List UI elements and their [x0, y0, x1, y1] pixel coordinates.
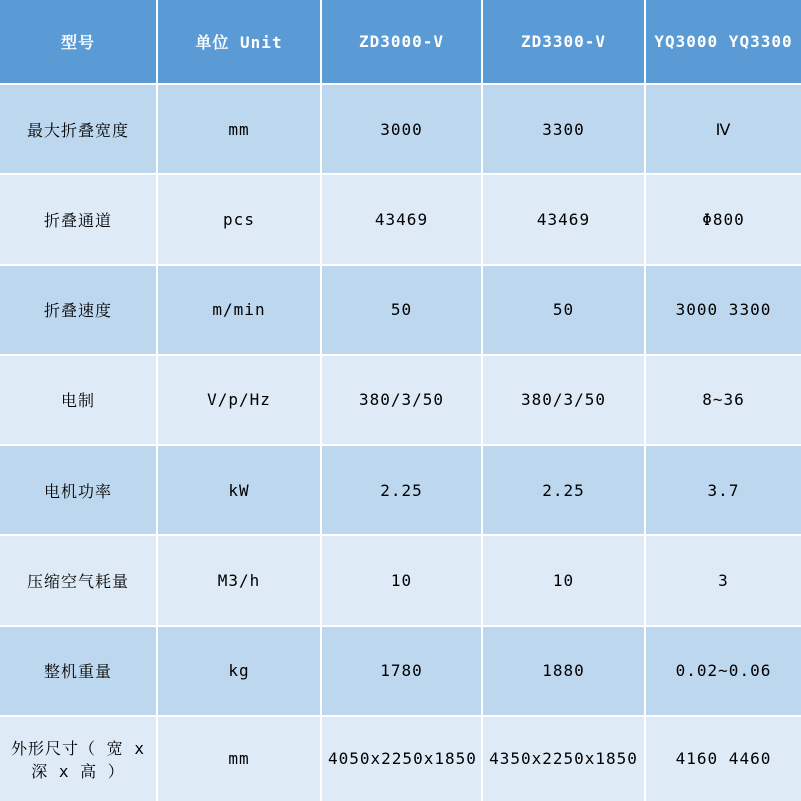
row-label: 折叠速度	[0, 265, 157, 355]
cell-value: 1780	[321, 626, 482, 716]
cell-value: 8~36	[645, 355, 801, 445]
cell-value: Ⅳ	[645, 84, 801, 174]
row-label: 整机重量	[0, 626, 157, 716]
header-cell-yq3000-yq3300: YQ3000 YQ3300	[645, 0, 801, 84]
cell-value: 4160 4460	[645, 716, 801, 801]
cell-value: 10	[482, 535, 645, 625]
row-label: 外形尺寸（ 宽 x 深 x 高 ）	[0, 716, 157, 801]
header-cell-zd3000v: ZD3000-V	[321, 0, 482, 84]
row-label: 压缩空气耗量	[0, 535, 157, 625]
cell-value: 2.25	[321, 445, 482, 535]
table-row	[0, 355, 801, 445]
cell-value: 3000	[321, 84, 482, 174]
row-label: 电制	[0, 355, 157, 445]
cell-value: 3300	[482, 84, 645, 174]
row-label: 最大折叠宽度	[0, 84, 157, 174]
header-row	[0, 0, 801, 84]
cell-unit: kW	[157, 445, 321, 535]
cell-unit: mm	[157, 84, 321, 174]
row-label: 电机功率	[0, 445, 157, 535]
header-cell-zd3300v: ZD3300-V	[482, 0, 645, 84]
cell-unit: mm	[157, 716, 321, 801]
cell-value: 43469	[482, 174, 645, 264]
cell-value: 43469	[321, 174, 482, 264]
cell-value: 3000 3300	[645, 265, 801, 355]
cell-value: 4350x2250x1850	[482, 716, 645, 801]
row-label: 折叠通道	[0, 174, 157, 264]
cell-unit: m/min	[157, 265, 321, 355]
table-row	[0, 626, 801, 716]
table-row	[0, 716, 801, 801]
cell-value: 3	[645, 535, 801, 625]
table-row	[0, 265, 801, 355]
table-row	[0, 174, 801, 264]
header-cell-unit: 单位 Unit	[157, 0, 321, 84]
cell-value: 50	[482, 265, 645, 355]
cell-unit: M3/h	[157, 535, 321, 625]
cell-unit: pcs	[157, 174, 321, 264]
cell-value: Φ800	[645, 174, 801, 264]
cell-value: 380/3/50	[321, 355, 482, 445]
cell-value: 0.02~0.06	[645, 626, 801, 716]
header-cell-model: 型号	[0, 0, 157, 84]
table-row	[0, 445, 801, 535]
cell-value: 2.25	[482, 445, 645, 535]
cell-unit: V/p/Hz	[157, 355, 321, 445]
cell-value: 380/3/50	[482, 355, 645, 445]
table-row	[0, 535, 801, 625]
cell-value: 10	[321, 535, 482, 625]
table-row	[0, 84, 801, 174]
cell-value: 3.7	[645, 445, 801, 535]
cell-value: 4050x2250x1850	[321, 716, 482, 801]
cell-unit: kg	[157, 626, 321, 716]
cell-value: 1880	[482, 626, 645, 716]
cell-value: 50	[321, 265, 482, 355]
